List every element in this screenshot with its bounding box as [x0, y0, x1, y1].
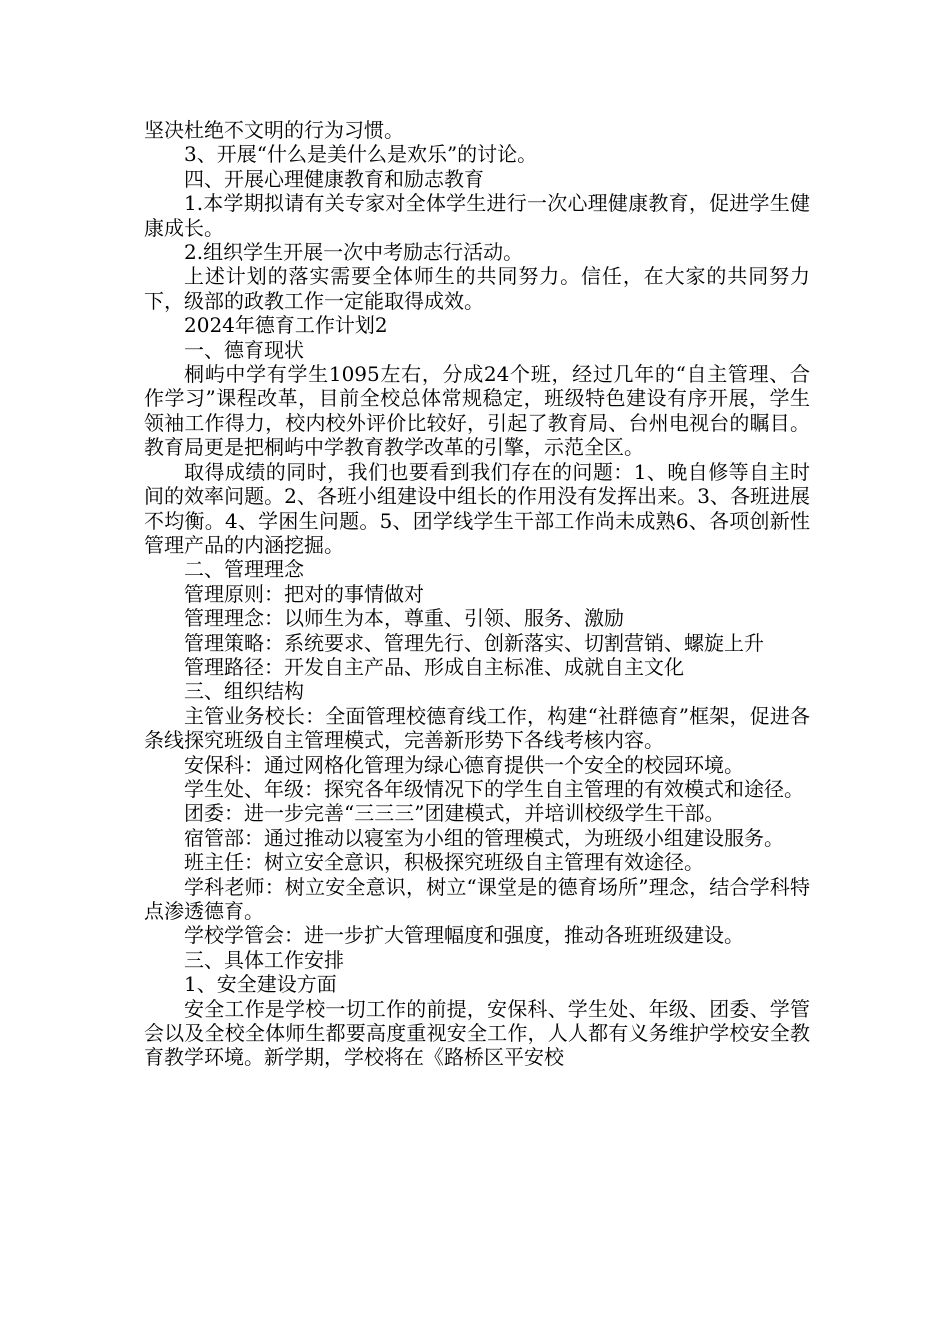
paragraph: 取得成绩的同时，我们也要看到我们存在的问题：1、晚自修等自主时间的效率问题。2、各班小组建设中组长的作用没有发挥出来。3、各班进展不均衡。4、学困生问题。5、团学线学生干部工作尚未成熟6、各项创新性管理产品的内涵挖掘。 [144, 459, 810, 557]
paragraph: 管理理念：以师生为本，尊重、引领、服务、激励 [184, 606, 624, 631]
section-heading: 四、开展心理健康教育和励志教育 [184, 166, 484, 191]
paragraph: 团委：进一步完善“三三三”团建模式，并培训校级学生干部。 [184, 801, 725, 826]
section-heading: 二、管理理念 [184, 557, 304, 582]
section-heading: 1、安全建设方面 [184, 972, 337, 997]
list-item: 2.组织学生开展一次中考励志行活动。 [184, 240, 524, 265]
paragraph: 学科老师：树立安全意识，树立“课堂是的德育场所”理念，结合学科特点渗透德育。 [144, 874, 810, 923]
paragraph: 上述计划的落实需要全体师生的共同努力。信任，在大家的共同努力下，级部的政教工作一定能取得成效。 [144, 264, 810, 313]
paragraph: 安保科：通过网格化管理为绿心德育提供一个安全的校园环境。 [184, 752, 744, 777]
list-item: 3、开展“什么是美什么是欢乐”的讨论。 [184, 142, 538, 167]
section-heading: 三、具体工作安排 [184, 947, 344, 972]
document-page [144, 118, 810, 1070]
section-heading: 一、德育现状 [184, 337, 304, 362]
paragraph: 坚决杜绝不文明的行为习惯。 [144, 118, 404, 142]
document-title: 2024年德育工作计划2 [184, 313, 388, 338]
paragraph: 管理原则：把对的事情做对 [184, 581, 424, 606]
list-item: 1.本学期拟请有关专家对全体学生进行一次心理健康教育，促进学生健康成长。 [144, 191, 810, 240]
paragraph: 管理路径：开发自主产品、形成自主标准、成就自主文化 [184, 654, 684, 679]
paragraph: 班主任：树立安全意识，积极探究班级自主管理有效途径。 [184, 850, 704, 875]
section-heading: 三、组织结构 [184, 679, 304, 704]
paragraph: 主管业务校长：全面管理校德育线工作，构建“社群德育”框架，促进各条线探究班级自主管理模式，完善新形势下各线考核内容。 [144, 703, 810, 753]
paragraph: 学校学管会：进一步扩大管理幅度和强度，推动各班班级建设。 [184, 923, 744, 948]
paragraph: 安全工作是学校一切工作的前提，安保科、学生处、年级、团委、学管会以及全校全体师生都要高度重视安全工作，人人都有义务维护学校安全教育教学环境。新学期，学校将在《路桥区平安校 [144, 996, 810, 1070]
paragraph: 学生处、年级：探究各年级情况下的学生自主管理的有效模式和途径。 [184, 776, 804, 801]
paragraph: 宿管部：通过推动以寝室为小组的管理模式，为班级小组建设服务。 [184, 825, 784, 850]
paragraph: 管理策略：系统要求、管理先行、创新落实、切割营销、螺旋上升 [184, 630, 764, 655]
paragraph: 桐屿中学有学生1095左右，分成24个班，经过几年的“自主管理、合作学习”课程改革，目前全校总体常规稳定，班级特色建设有序开展，学生领袖工作得力，校内校外评价比较好，引起了教育局、台州电视台的瞩目。教育局更是把桐屿中学教育教学改革的引擎，示范全区。 [144, 362, 810, 460]
